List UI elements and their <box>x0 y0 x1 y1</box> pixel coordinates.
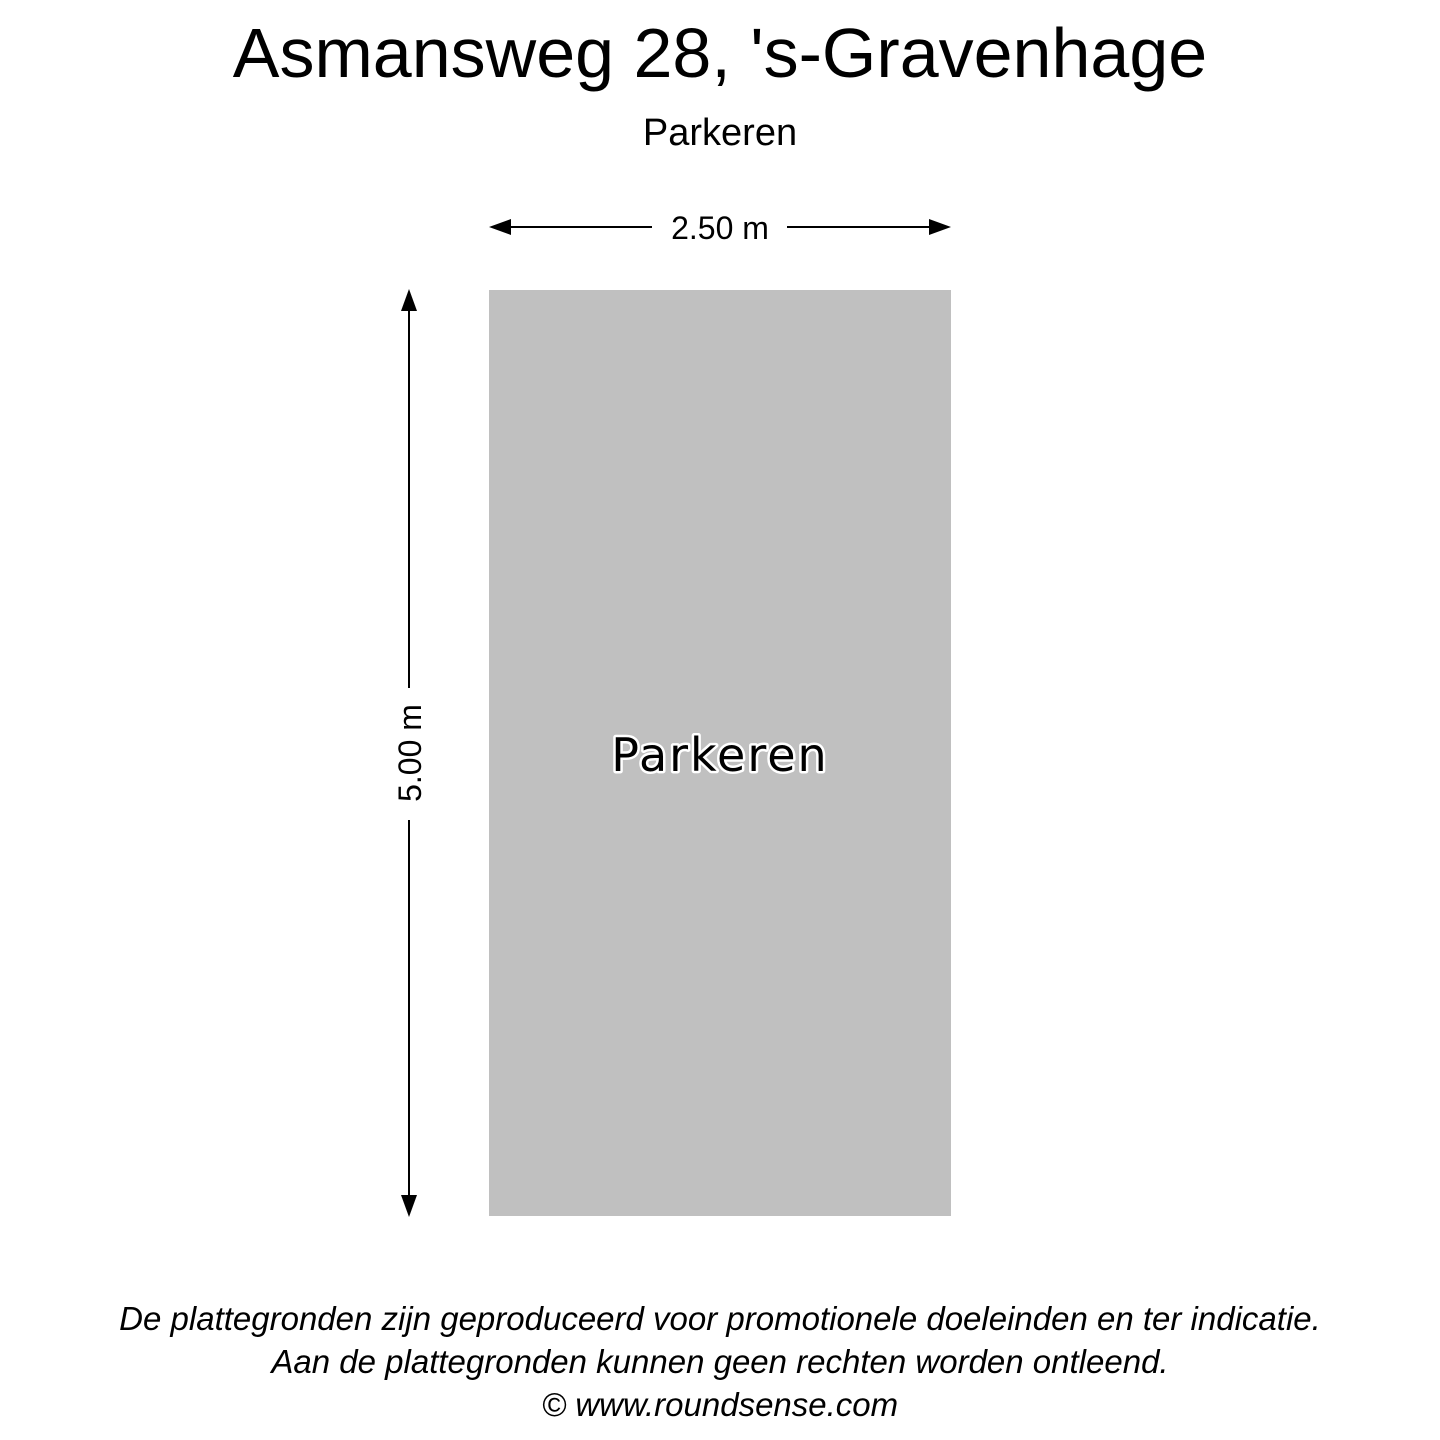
disclaimer-line-1: De plattegronden zijn geproduceerd voor promotionele doeleinden en ter indicatie. <box>119 1300 1321 1337</box>
page-subtitle: Parkeren <box>642 112 798 154</box>
width-dimension <box>489 210 951 246</box>
depth-label: 5.00 m <box>392 704 428 802</box>
arrow-left-icon <box>489 219 511 235</box>
page-title: Asmansweg 28, 's-Gravenhage <box>232 14 1208 92</box>
copyright-text: © www.roundsense.com <box>541 1386 899 1423</box>
arrow-right-icon <box>929 219 951 235</box>
disclaimer-line-2: Aan de plattegronden kunnen geen rechten worden ontleend. <box>271 1343 1169 1380</box>
depth-dimension <box>392 289 428 1217</box>
width-label: 2.50 m <box>671 210 769 246</box>
arrow-up-icon <box>401 289 417 311</box>
room-label: Parkeren <box>611 728 829 782</box>
arrow-down-icon <box>401 1195 417 1217</box>
disclaimer <box>0 1297 1440 1426</box>
